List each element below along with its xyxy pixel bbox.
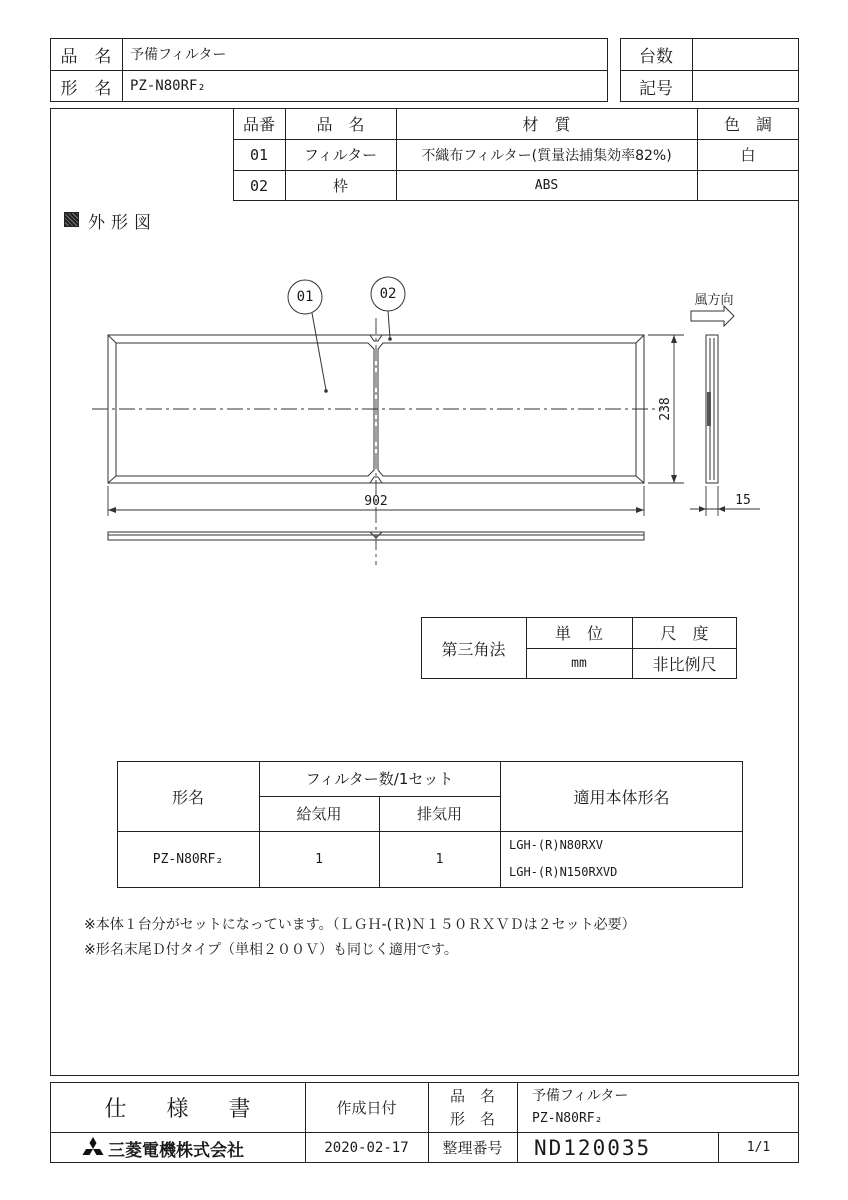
note-2: ※形名末尾Ｄ付タイプ（単相２００Ｖ）も同じく適用です。 bbox=[84, 942, 458, 958]
header-mark-label: 記号 bbox=[639, 78, 673, 99]
parts-row-2-no: 02 bbox=[249, 176, 269, 195]
applicable-model-1: LGH-(R)N80RXV bbox=[509, 838, 603, 852]
company-name: 三菱電機株式会社 bbox=[108, 1141, 244, 1161]
dimension-height: 238 bbox=[657, 397, 673, 421]
model-header-applicable: 適用本体形名 bbox=[573, 787, 670, 807]
parts-header-color: 色 調 bbox=[723, 115, 772, 134]
date-label: 作成日付 bbox=[336, 1098, 397, 1117]
unit-label: 単 位 bbox=[554, 624, 603, 643]
model-header-model: 形名 bbox=[171, 787, 204, 807]
model-header-filters: フィルター数/1セット bbox=[305, 770, 454, 788]
front-view-panel-left bbox=[116, 343, 374, 476]
model-header-exhaust: 排気用 bbox=[416, 805, 462, 823]
model-value: PZ-N80RF₂ bbox=[152, 852, 224, 867]
scale-value: 非比例尺 bbox=[652, 655, 717, 674]
front-view-panel-right bbox=[378, 343, 636, 476]
unit-value: mm bbox=[571, 656, 587, 671]
page-number: 1/1 bbox=[746, 1140, 771, 1155]
footer-name-label: 品 名 bbox=[449, 1086, 495, 1105]
footer-model-value: PZ-N80RF₂ bbox=[532, 1110, 603, 1126]
parts-header-material: 材 質 bbox=[522, 115, 571, 134]
wind-arrow-icon bbox=[691, 306, 734, 326]
model-header-supply: 給気用 bbox=[296, 805, 342, 823]
header-name-value: 予備フィルター bbox=[130, 47, 227, 63]
scale-label: 尺 度 bbox=[660, 624, 709, 643]
parts-row-1-name: フィルター bbox=[303, 146, 378, 164]
parts-header-no: 品番 bbox=[242, 115, 275, 134]
callout-02-label: 02 bbox=[379, 286, 397, 302]
parts-row-1-no: 01 bbox=[249, 145, 269, 164]
header-name-label: 品 名 bbox=[60, 46, 112, 67]
header-qty-label: 台数 bbox=[639, 46, 673, 67]
parts-row-2-name: 枠 bbox=[332, 177, 348, 195]
date-value: 2020-02-17 bbox=[324, 1139, 409, 1156]
parts-row-1-color: 白 bbox=[740, 146, 756, 164]
footer-model-label: 形 名 bbox=[449, 1109, 495, 1128]
applicable-model-2: LGH-(R)N150RXVD bbox=[509, 865, 618, 879]
header-model-label: 形 名 bbox=[60, 78, 112, 99]
parts-row-1-material: 不織布フィルター(質量法捕集効率82%) bbox=[421, 147, 672, 164]
parts-header-name: 品 名 bbox=[316, 115, 365, 134]
serial-number: ND120035 bbox=[534, 1135, 652, 1160]
parts-row-2-material: ABS bbox=[534, 178, 559, 193]
dimension-depth: 15 bbox=[735, 492, 751, 508]
supply-count: 1 bbox=[315, 852, 323, 867]
note-1: ※本体１台分がセットになっています。（ＬＧＨ-(Ｒ)Ｎ１５０ＲＸＶＤは２セット必要） bbox=[84, 917, 636, 933]
company-logo-icon bbox=[80, 1136, 106, 1160]
header-model-value: PZ-N80RF₂ bbox=[130, 78, 206, 94]
dimension-width: 902 bbox=[364, 493, 388, 509]
callout-01-label: 01 bbox=[296, 289, 314, 305]
doc-type-title: 仕様書 bbox=[104, 1096, 291, 1122]
exhaust-count: 1 bbox=[435, 852, 444, 867]
wind-direction-label: 風方向 bbox=[694, 292, 734, 308]
serial-label: 整理番号 bbox=[442, 1139, 503, 1157]
projection-method: 第三角法 bbox=[441, 639, 506, 659]
section-title: 外形図 bbox=[88, 212, 157, 233]
footer-name-value: 予備フィルター bbox=[532, 1088, 629, 1104]
